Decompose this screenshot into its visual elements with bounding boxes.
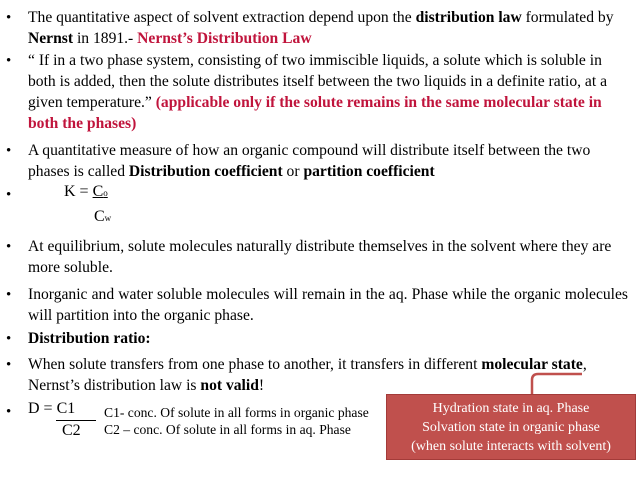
bullet-marker: • [6, 53, 12, 69]
formula-k-denominator: Cw [94, 208, 112, 225]
paragraph-inorganic-organic: Inorganic and water soluble molecules will remain in the aq. Phase while the organic molecules will partition into the organic phase. [28, 286, 628, 324]
definition-c2: C2 – conc. Of solute in all forms in aq. Phase [104, 422, 351, 437]
formula-d-numerator: C1 [56, 400, 76, 417]
bullet-marker: • [6, 10, 12, 26]
callout-solvation-note: Hydration state in aq. Phase Solvation state in organic phase (when solute interacts with solvent) [386, 394, 636, 460]
bullet-marker: • [6, 143, 12, 159]
formula-k: K = Co [64, 183, 108, 200]
paragraph-law-statement: “ If in a two phase system, consisting of two immiscible liquids, a solute which is soluble in both is added, then the solute distributes itself between the two liquids in a definite ratio, at a given temperature.” (applicable only if the solute remains in the same molecular state in both the phases) [28, 52, 608, 132]
paragraph-equilibrium: At equilibrium, solute molecules naturally distribute themselves in the solvent where they are more soluble. [28, 238, 612, 276]
definition-c1: C1- conc. Of solute in all forms in organic phase [104, 405, 369, 420]
bullet-marker: • [6, 331, 12, 347]
formula-k-numerator: Co [92, 183, 108, 200]
heading-distribution-ratio: Distribution ratio: [28, 330, 151, 347]
paragraph-distribution-coefficient: A quantitative measure of how an organic compound will distribute itself between the two phases is called Distribution coefficient or partition coefficient [28, 142, 591, 180]
bullet-marker: • [6, 187, 12, 203]
bullet-marker: • [6, 404, 12, 420]
fraction-bar [56, 420, 96, 421]
bullet-marker: • [6, 239, 12, 255]
bullet-marker: • [6, 287, 12, 303]
nernst-law-title: Nernst’s Distribution Law [137, 30, 312, 47]
bullet-marker: • [6, 357, 12, 373]
callout-bracket [528, 368, 588, 396]
formula-d-denominator: C2 [62, 422, 81, 439]
law-applicability-note: (applicable only if the solute remains in the same molecular state in both the phases) [28, 94, 602, 132]
formula-d: D = C1 [28, 400, 76, 417]
paragraph-distribution-law: The quantitative aspect of solvent extraction depend upon the distribution law formulated by Nernst in 1891.- Nernst’s Distribution Law [28, 9, 614, 47]
concentration-definitions [104, 404, 374, 438]
paragraph-molecular-state: When solute transfers from one phase to another, it transfers in different molecular state, Nernst’s distribution law is not valid! [28, 356, 587, 394]
